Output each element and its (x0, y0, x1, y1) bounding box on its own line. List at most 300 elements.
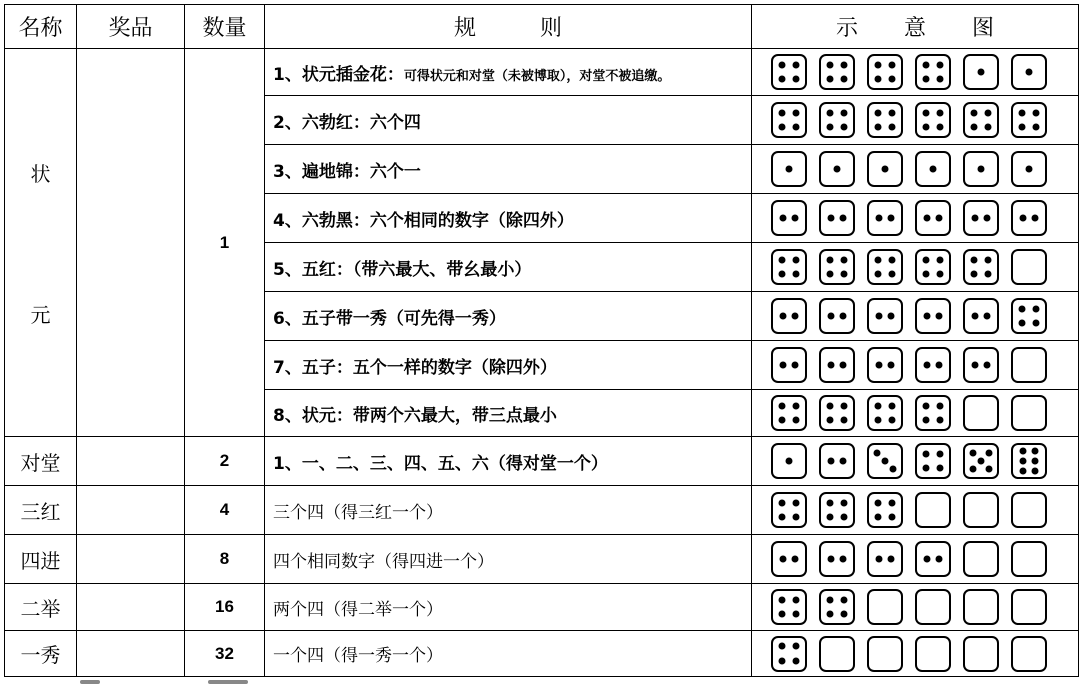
dice-row (752, 200, 1078, 236)
pip (841, 499, 848, 506)
dice-game-rules-table (4, 4, 1079, 677)
rule-cell (265, 243, 752, 292)
prize-cell (77, 631, 185, 677)
die-face-2-icon (867, 200, 903, 236)
footer-marks (80, 680, 280, 685)
pip (840, 556, 847, 563)
pip (826, 124, 833, 131)
pip (889, 271, 896, 278)
die-face-0-icon (963, 589, 999, 625)
count-cell: 4 (185, 486, 265, 535)
pip (786, 166, 793, 173)
rule-text: 1、状元插金花： (273, 64, 404, 85)
pip (778, 76, 785, 83)
pip (889, 514, 896, 521)
pip (922, 61, 929, 68)
pip (793, 499, 800, 506)
rule-text: 3、遍地锦：六个一 (273, 161, 421, 182)
count-cell: 8 (185, 535, 265, 584)
pip (840, 362, 847, 369)
pip (936, 313, 943, 320)
die-face-0-icon (867, 589, 903, 625)
die-face-4-icon (771, 395, 807, 431)
die-face-4-icon (819, 492, 855, 528)
pip (985, 124, 992, 131)
table-row (5, 584, 1079, 631)
prize-cell (77, 486, 185, 535)
rule-cell (265, 96, 752, 145)
die-face-1-icon (771, 151, 807, 187)
pip (984, 215, 991, 222)
demo-cell (752, 631, 1079, 677)
pip (841, 271, 848, 278)
header-demo-char-3: 图 (972, 16, 995, 41)
rule-text: 8、状元：带两个六最大，带三点最小 (273, 405, 557, 426)
pip (841, 596, 848, 603)
dice-row (752, 589, 1078, 625)
table-row (5, 437, 1079, 486)
demo-cell (752, 390, 1079, 437)
pip (970, 271, 977, 278)
pip (793, 256, 800, 263)
pip (922, 124, 929, 131)
pip (778, 271, 785, 278)
pip (793, 657, 800, 664)
pip (937, 256, 944, 263)
die-face-4-icon (867, 102, 903, 138)
name-cell: 对堂 (5, 437, 77, 486)
header-rule-char-1: 规 (453, 16, 476, 41)
demo-cell (752, 49, 1079, 96)
die-face-4-icon (915, 102, 951, 138)
header-name: 名称 (5, 5, 77, 49)
pip (827, 556, 834, 563)
pip (888, 215, 895, 222)
die-face-2-icon (771, 347, 807, 383)
pip (826, 611, 833, 618)
rule-text: 7、五子：五个一样的数字（除四外） (273, 357, 557, 378)
die-face-2-icon (915, 200, 951, 236)
rule-cell: 一个四（得一秀一个） (265, 631, 752, 677)
die-face-4-icon (867, 54, 903, 90)
table-row (5, 486, 1079, 535)
prize-cell (77, 437, 185, 486)
header-demo-char-2: 意 (903, 16, 926, 41)
footer-mark (80, 680, 100, 684)
pip (1033, 305, 1040, 312)
pip (922, 76, 929, 83)
die-face-4-icon (915, 443, 951, 479)
die-face-2-icon (963, 347, 999, 383)
name-cell: 二举 (5, 584, 77, 631)
pip (778, 657, 785, 664)
demo-cell (752, 584, 1079, 631)
pip (882, 458, 889, 465)
die-face-4-icon (771, 54, 807, 90)
die-face-4-icon (819, 589, 855, 625)
pip (978, 69, 985, 76)
pip (978, 166, 985, 173)
pip (1019, 458, 1026, 465)
die-face-0-icon (915, 636, 951, 672)
pip (874, 499, 881, 506)
die-face-2-icon (963, 298, 999, 334)
pip (937, 402, 944, 409)
die-face-4-icon (819, 249, 855, 285)
rule-cell (265, 390, 752, 437)
die-face-0-icon (1011, 249, 1047, 285)
pip (826, 417, 833, 424)
table-row (5, 49, 1079, 96)
name-zhuangyuan (5, 49, 77, 437)
dice-row (752, 347, 1078, 383)
pip (841, 514, 848, 521)
die-face-0-icon (1011, 636, 1047, 672)
pip (978, 458, 985, 465)
pip (1033, 109, 1040, 116)
rule-text: 6、五子带一秀（可先得一秀） (273, 308, 506, 329)
die-face-4-icon (963, 102, 999, 138)
die-face-2-icon (867, 541, 903, 577)
pip (971, 313, 978, 320)
pip (985, 109, 992, 116)
name-cell: 一秀 (5, 631, 77, 677)
pip (778, 417, 785, 424)
header-demo (752, 5, 1079, 49)
pip (874, 514, 881, 521)
pip (792, 215, 799, 222)
pip (826, 596, 833, 603)
pip (874, 417, 881, 424)
pip (1032, 458, 1039, 465)
die-face-2-icon (867, 347, 903, 383)
rule-text: 2、六勃红：六个四 (273, 112, 421, 133)
die-face-5-icon (963, 443, 999, 479)
pip (827, 458, 834, 465)
header-demo-char-1: 示 (835, 16, 858, 41)
pip (970, 466, 977, 473)
name-zhuangyuan-char-1: 状 (30, 161, 51, 186)
die-face-2-icon (819, 541, 855, 577)
pip (826, 271, 833, 278)
pip (841, 402, 848, 409)
pip (923, 556, 930, 563)
pip (875, 215, 882, 222)
pip (985, 256, 992, 263)
pip (792, 556, 799, 563)
pip (971, 215, 978, 222)
pip (779, 215, 786, 222)
die-face-1-icon (963, 151, 999, 187)
pip (841, 256, 848, 263)
die-face-1-icon (771, 443, 807, 479)
die-face-0-icon (915, 492, 951, 528)
pip (922, 450, 929, 457)
prize-cell (77, 584, 185, 631)
die-face-4-icon (1011, 102, 1047, 138)
die-face-2-icon (819, 347, 855, 383)
pip (923, 362, 930, 369)
pip (792, 362, 799, 369)
pip (778, 256, 785, 263)
pip (922, 402, 929, 409)
pip (936, 362, 943, 369)
pip (936, 556, 943, 563)
demo-cell (752, 145, 1079, 194)
die-face-4-icon (1011, 298, 1047, 334)
die-face-4-icon (963, 249, 999, 285)
demo-cell (752, 194, 1079, 243)
die-face-4-icon (819, 395, 855, 431)
pip (874, 402, 881, 409)
name-cell: 三红 (5, 486, 77, 535)
pip (841, 109, 848, 116)
die-face-0-icon (963, 541, 999, 577)
die-face-0-icon (819, 636, 855, 672)
pip (834, 166, 841, 173)
pip (937, 465, 944, 472)
pip (875, 556, 882, 563)
rule-cell: 三个四（得三红一个） (265, 486, 752, 535)
pip (937, 271, 944, 278)
prize-cell (77, 49, 185, 437)
pip (826, 499, 833, 506)
rule-note: 可得状元和对堂（未被博取），对堂不被追缴。 (403, 68, 671, 84)
pip (793, 124, 800, 131)
die-face-4-icon (771, 589, 807, 625)
pip (971, 362, 978, 369)
pip (922, 109, 929, 116)
name-zhuangyuan-char-2: 元 (30, 302, 51, 327)
die-face-4-icon (867, 249, 903, 285)
header-rule-char-2: 则 (540, 16, 563, 41)
pip (922, 256, 929, 263)
pip (840, 458, 847, 465)
rule-cell (265, 145, 752, 194)
rule-cell (265, 292, 752, 341)
pip (874, 450, 881, 457)
die-face-2-icon (1011, 200, 1047, 236)
die-face-0-icon (1011, 589, 1047, 625)
die-face-1-icon (819, 151, 855, 187)
die-face-1-icon (867, 151, 903, 187)
pip (826, 514, 833, 521)
rule-text: 5、五红：（带六最大、带幺最小） (273, 259, 532, 280)
pip (1018, 305, 1025, 312)
die-face-2-icon (915, 298, 951, 334)
pip (937, 109, 944, 116)
die-face-1-icon (963, 54, 999, 90)
die-face-0-icon (1011, 395, 1047, 431)
pip (793, 514, 800, 521)
pip (778, 124, 785, 131)
dice-row (752, 151, 1078, 187)
pip (778, 109, 785, 116)
pip (778, 402, 785, 409)
pip (1033, 124, 1040, 131)
rule-cell: 1、一、二、三、四、五、六（得对堂一个） (265, 437, 752, 486)
pip (793, 61, 800, 68)
pip (889, 76, 896, 83)
pip (793, 402, 800, 409)
pip (793, 109, 800, 116)
pip (1032, 467, 1039, 474)
die-face-2-icon (819, 298, 855, 334)
dice-row (752, 443, 1078, 479)
rule-cell (265, 194, 752, 243)
demo-cell (752, 243, 1079, 292)
pip (937, 76, 944, 83)
demo-cell (752, 292, 1079, 341)
die-face-0-icon (1011, 492, 1047, 528)
table-row (5, 631, 1079, 677)
pip (778, 643, 785, 650)
pip (841, 611, 848, 618)
die-face-1-icon (1011, 151, 1047, 187)
pip (970, 450, 977, 457)
die-face-4-icon (867, 492, 903, 528)
pip (986, 466, 993, 473)
die-face-2-icon (819, 443, 855, 479)
die-face-4-icon (915, 249, 951, 285)
pip (1026, 166, 1033, 173)
pip (888, 556, 895, 563)
pip (882, 166, 889, 173)
dice-row (752, 54, 1078, 90)
die-face-4-icon (771, 102, 807, 138)
die-face-0-icon (963, 636, 999, 672)
pip (889, 402, 896, 409)
die-face-2-icon (819, 200, 855, 236)
pip (793, 417, 800, 424)
pip (793, 611, 800, 618)
die-face-6-icon (1011, 443, 1047, 479)
pip (827, 362, 834, 369)
pip (778, 499, 785, 506)
pip (841, 61, 848, 68)
pip (793, 596, 800, 603)
die-face-1-icon (915, 151, 951, 187)
count-cell: 16 (185, 584, 265, 631)
pip (841, 124, 848, 131)
pip (1018, 109, 1025, 116)
demo-cell (752, 535, 1079, 584)
rule-cell (265, 341, 752, 390)
pip (778, 514, 785, 521)
die-face-4-icon (915, 395, 951, 431)
die-face-2-icon (771, 200, 807, 236)
pip (937, 124, 944, 131)
pip (1019, 448, 1026, 455)
pip (778, 61, 785, 68)
die-face-1-icon (1011, 54, 1047, 90)
pip (841, 417, 848, 424)
die-face-4-icon (867, 395, 903, 431)
die-face-4-icon (771, 249, 807, 285)
die-face-2-icon (963, 200, 999, 236)
pip (874, 271, 881, 278)
pip (922, 417, 929, 424)
demo-cell (752, 341, 1079, 390)
die-face-0-icon (963, 492, 999, 528)
dice-row (752, 249, 1078, 285)
header-count: 数量 (185, 5, 265, 49)
die-face-0-icon (867, 636, 903, 672)
pip (937, 61, 944, 68)
pip (779, 556, 786, 563)
header-prize: 奖品 (77, 5, 185, 49)
pip (1032, 448, 1039, 455)
pip (826, 61, 833, 68)
dice-row (752, 298, 1078, 334)
pip (1026, 69, 1033, 76)
demo-cell (752, 437, 1079, 486)
pip (826, 256, 833, 263)
pip (930, 166, 937, 173)
pip (889, 61, 896, 68)
dice-row (752, 102, 1078, 138)
demo-cell (752, 486, 1079, 535)
die-face-4-icon (771, 492, 807, 528)
count-zhuangyuan: 1 (185, 49, 265, 437)
footer-mark (208, 680, 248, 684)
pip (922, 271, 929, 278)
dice-row (752, 395, 1078, 431)
die-face-0-icon (915, 589, 951, 625)
die-face-4-icon (819, 54, 855, 90)
pip (889, 499, 896, 506)
pip (888, 362, 895, 369)
dice-row (752, 636, 1078, 672)
die-face-0-icon (1011, 347, 1047, 383)
pip (1032, 215, 1039, 222)
pip (1033, 320, 1040, 327)
pip (889, 417, 896, 424)
pip (793, 76, 800, 83)
pip (874, 256, 881, 263)
die-face-2-icon (867, 298, 903, 334)
rule-cell: 四个相同数字（得四进一个） (265, 535, 752, 584)
pip (888, 313, 895, 320)
pip (970, 124, 977, 131)
pip (793, 271, 800, 278)
dice-row (752, 492, 1078, 528)
pip (1018, 124, 1025, 131)
pip (827, 215, 834, 222)
rule-cell: 两个四（得二举一个） (265, 584, 752, 631)
pip (779, 362, 786, 369)
pip (841, 76, 848, 83)
pip (874, 109, 881, 116)
pip (970, 256, 977, 263)
pip (826, 76, 833, 83)
die-face-3-icon (867, 443, 903, 479)
table-row (5, 535, 1079, 584)
pip (826, 402, 833, 409)
pip (874, 124, 881, 131)
dice-row (752, 541, 1078, 577)
die-face-0-icon (1011, 541, 1047, 577)
pip (984, 313, 991, 320)
pip (937, 417, 944, 424)
pip (937, 450, 944, 457)
pip (827, 313, 834, 320)
prize-cell (77, 535, 185, 584)
pip (874, 61, 881, 68)
pip (875, 362, 882, 369)
count-cell: 32 (185, 631, 265, 677)
pip (778, 596, 785, 603)
